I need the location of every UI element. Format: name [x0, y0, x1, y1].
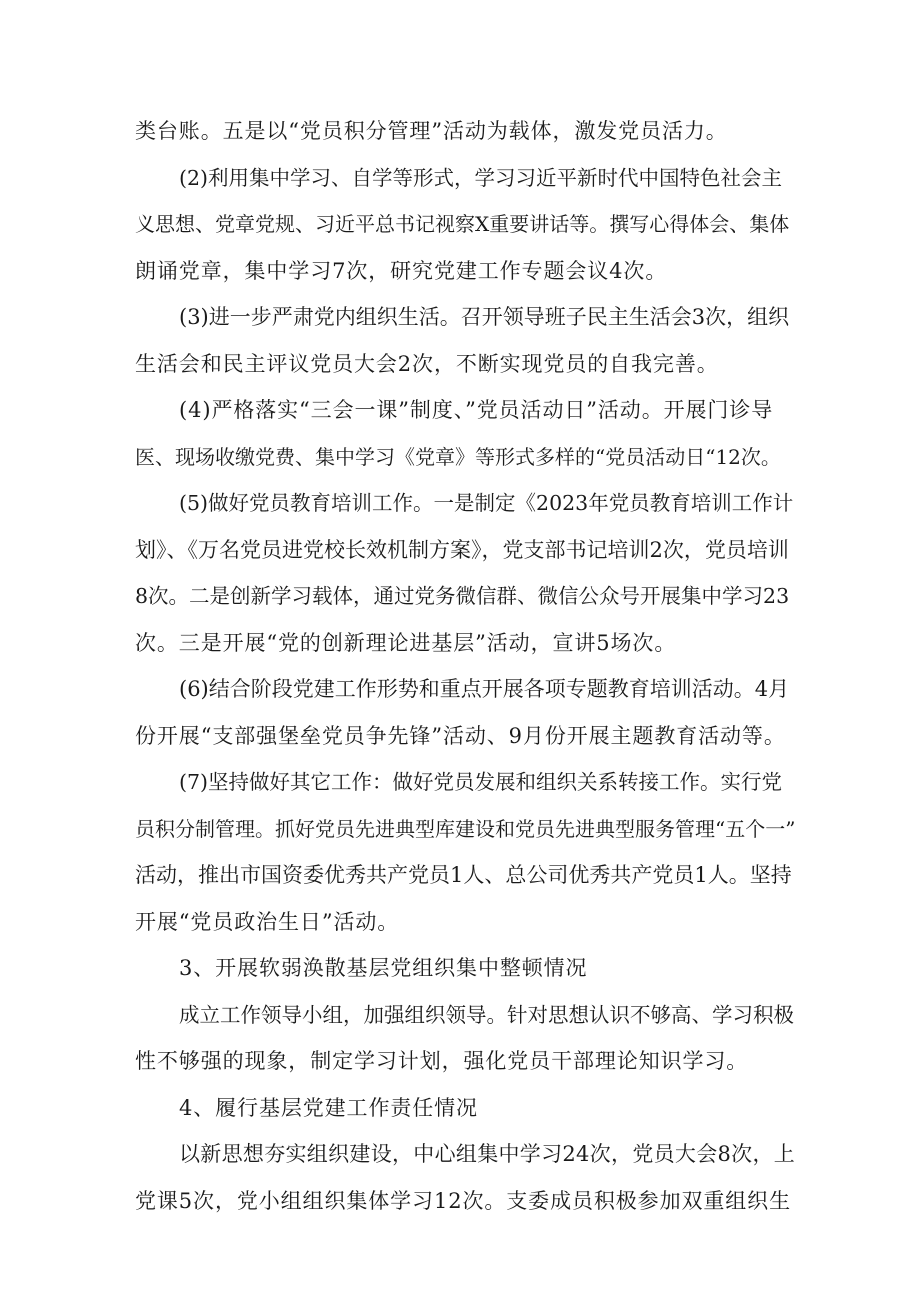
text-line: 8次。二是创新学习载体，通过党务微信群、微信公众号开展集中学习23 [135, 584, 790, 608]
text-line: 类台账。五是以“党员积分管理”活动为载体，激发党员活力。 [135, 119, 728, 143]
section-heading: 3、开展软弱涣散基层党组织集中整顿情况 [179, 956, 588, 980]
text-line: 成立工作领导小组，加强组织领导。针对思想认识不够高、学习积极 [179, 1002, 794, 1027]
text-line: 活动，推出市国资委优秀共产党员1人、总公司优秀共产党员1人。坚持 [135, 863, 792, 887]
text-line: 次。三是开展“党的创新理论进基层”活动，宣讲5场次。 [135, 630, 677, 655]
text-line: 党课5次，党小组组织集体学习12次。支委成员积极参加双重组织生 [135, 1188, 791, 1213]
text-line: (4)严格落实“三会一课”制度、”党员活动日”活动。开展门诊导 [179, 398, 774, 422]
text-line: (2)利用集中学习、自学等形式，学习习近平新时代中国特色社会主 [179, 165, 783, 190]
text-line: 开展“党员政治生日”活动。 [135, 909, 400, 934]
text-line: 份开展“支部强堡垒党员争先锋”活动、9月份开展主题教育活动等。 [135, 723, 786, 748]
document-body [135, 108, 795, 1224]
text-line: 性不够强的现象，制定学习计划，强化党员干部理论知识学习。 [135, 1049, 749, 1073]
section-heading: 4、履行基层党建工作责任情况 [179, 1095, 478, 1120]
text-line: 以新思想夯实组织建设，中心组集中学习24次，党员大会8次，上 [179, 1142, 796, 1166]
text-line: 划》、《万名党员进党校长效机制方案》，党支部书记培训2次，党员培训 [135, 537, 789, 562]
text-line: (6)结合阶段党建工作形势和重点开展各项专题教育培训活动。4月 [179, 677, 790, 701]
text-line: (7)坚持做好其它工作：做好党员发展和组织关系转接工作。实行党 [179, 770, 783, 794]
text-line: 医、现场收缴党费、集中学习《党章》等形式多样的“党员活动日“12次。 [135, 444, 781, 469]
text-line: 员积分制管理。抓好党员先进典型库建设和党员先进典型服务管理“五个一” [135, 816, 796, 841]
text-line: 义思想、党章党规、习近平总书记视察X重要讲话等。撰写心得体会、集体 [135, 212, 790, 236]
text-line: (3)进一步严肃党内组织生活。召开领导班子民主生活会3次，组织 [179, 305, 790, 329]
text-line: 生活会和民主评议党员大会2次，不断实现党员的自我完善。 [135, 351, 719, 376]
text-line: (5)做好党员教育培训工作。一是制定《2023年党员教育培训工作计 [179, 491, 794, 515]
text-line: 朗诵党章，集中学习7次，研究党建工作专题会议4次。 [135, 258, 668, 283]
